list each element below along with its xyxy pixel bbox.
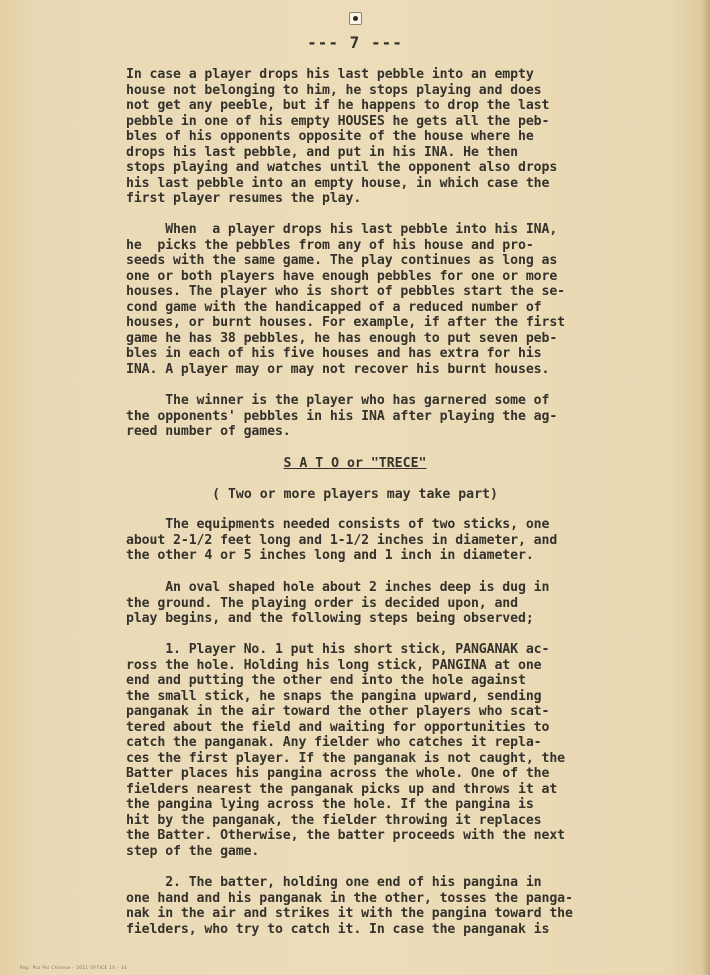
text-line: 1. Player No. 1 put his short stick, PANGANAK ac-: [126, 642, 550, 657]
text-line: seeds with the same game. The play continues as long as: [126, 253, 558, 268]
text-line: panganak in the air toward the other players who scat-: [126, 704, 550, 719]
text-line: end and putting the other end into the hole against: [126, 673, 526, 688]
text-line: catch the panganak. Any fielder who catches it repla-: [126, 735, 542, 750]
text-line: The equipments needed consists of two sticks, one: [126, 517, 550, 532]
paragraph-7: [126, 875, 666, 937]
text-line: his last pebble into an empty house, in which case the: [126, 175, 550, 191]
text-line: the opponents' pebbles in his INA after playing the ag-: [126, 408, 558, 424]
text-line: bles in each of his five houses and has extra for his: [126, 346, 542, 361]
paragraph-2: [126, 222, 666, 377]
text-line: cond game with the handicapped of a reduced number of: [126, 299, 542, 315]
paragraph-5: [126, 580, 666, 627]
text-line: the ground. The playing order is decided upon, and: [126, 595, 518, 611]
text-line: play begins, and the following steps being observed;: [126, 611, 534, 626]
text-line: bles of his opponents opposite of the house where he: [126, 129, 534, 144]
text-line: one hand and his panganak in the other, tosses the panga-: [126, 890, 573, 906]
text-line: houses, or burnt houses. For example, if after the first: [126, 315, 566, 330]
text-line: When a player drops his last pebble into his INA,: [126, 222, 558, 237]
binder-hole-icon: [349, 12, 362, 25]
text-line: reed number of games.: [126, 424, 291, 439]
text-line: tered about the field and waiting for opportunities to: [126, 719, 550, 735]
text-line: In case a player drops his last pebble into an empty: [126, 67, 534, 82]
text-line: The winner is the player who has garnered some of: [126, 393, 550, 408]
paragraph-1: [126, 67, 666, 207]
text-line: about 2-1/2 feet long and 1-1/2 inches in diameter, and: [126, 532, 558, 548]
text-line: he picks the pebbles from any of his house and pro-: [126, 237, 534, 253]
text-line: nak in the air and strikes it with the pangina toward the: [126, 906, 573, 921]
paragraph-3: [126, 393, 666, 440]
text-line: ces the first player. If the panganak is not caught, the: [126, 750, 566, 766]
text-line: stops playing and watches until the opponent also drops: [126, 160, 558, 175]
footer-imprint: Rep. Pto Pai Chinese - 2011 OFFICE 10 - 34: [20, 965, 128, 970]
text-line: pebble in one of his empty HOUSES he gets all the peb-: [126, 113, 550, 129]
text-line: the small stick, he snaps the pangina upward, sending: [126, 688, 542, 704]
section-title-text: S A T O or "TRECE": [283, 456, 427, 471]
text-line: house not belonging to him, he stops playing and does: [126, 82, 542, 98]
text-line: game he has 38 pebbles, he has enough to put seven peb-: [126, 330, 558, 346]
section-title: [0, 456, 710, 471]
text-line: ross the hole. Holding his long stick, PANGINA at one: [126, 657, 542, 673]
paragraph-6: [126, 642, 666, 859]
text-line: first player resumes the play.: [126, 191, 362, 206]
text-line: one or both players have enough pebbles for one or more: [126, 268, 558, 284]
text-line: INA. A player may or may not recover his burnt houses.: [126, 361, 550, 377]
page-number: --- 7 ---: [307, 33, 403, 52]
text-line: the Batter. Otherwise, the batter proceeds with the next: [126, 828, 566, 843]
text-line: 2. The batter, holding one end of his pangina in: [126, 875, 542, 890]
text-line: houses. The player who is short of pebbles start the se-: [126, 284, 566, 299]
text-line: the pangina lying across the hole. If the pangina is: [126, 797, 534, 812]
text-line: fielders, who try to catch it. In case the panganak is: [126, 921, 550, 937]
text-line: fielders nearest the panganak picks up and throws it at: [126, 781, 558, 797]
text-line: the other 4 or 5 inches long and 1 inch in diameter.: [126, 548, 534, 563]
paragraph-4: [126, 517, 666, 564]
section-subtitle: ( Two or more players may take part): [212, 487, 498, 502]
text-line: drops his last pebble, and put in his INA. He then: [126, 144, 518, 160]
text-line: Batter places his pangina across the whole. One of the: [126, 766, 550, 781]
text-line: hit by the panganak, the fielder throwing it replaces: [126, 812, 542, 828]
text-line: An oval shaped hole about 2 inches deep is dug in: [126, 580, 550, 595]
text-line: not get any peeble, but if he happens to drop the last: [126, 98, 550, 113]
text-line: step of the game.: [126, 843, 260, 859]
